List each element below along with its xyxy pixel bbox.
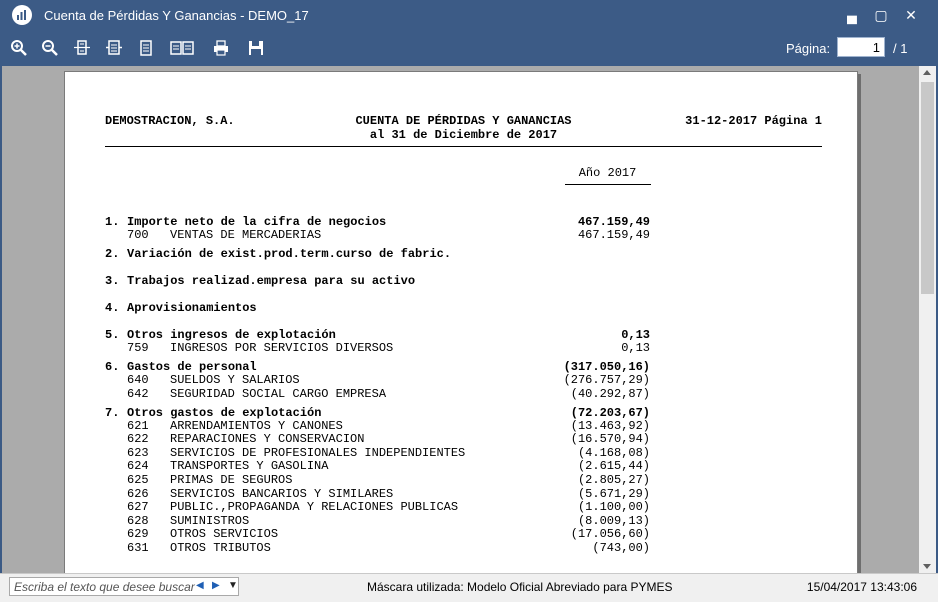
- report-subtitle: al 31 de Diciembre de 2017: [369, 128, 558, 142]
- section-label: Aprovisionamientos: [127, 301, 257, 315]
- report-page: [64, 71, 858, 573]
- report-viewer[interactable]: [2, 66, 919, 573]
- section-index: 6.: [105, 360, 120, 374]
- account-row: [105, 473, 650, 487]
- mask-info: Máscara utilizada: Modelo Oficial Abreviado para PYMES: [367, 580, 673, 594]
- section-value: 467.159,49: [577, 215, 650, 229]
- status-bar: [0, 573, 938, 602]
- section-row: [105, 215, 650, 229]
- minimize-button[interactable]: ▄: [847, 7, 857, 23]
- section-row: [105, 360, 650, 374]
- account-value: (1.100,00): [577, 500, 650, 515]
- account-row: [105, 487, 650, 501]
- account-row: [105, 432, 650, 446]
- account-row: [105, 514, 650, 528]
- account-value: 467.159,49: [577, 228, 650, 242]
- account-value: (4.168,08): [577, 445, 650, 460]
- account-value: 0,13: [621, 341, 650, 355]
- page-number-input[interactable]: [837, 37, 885, 57]
- account-description: TRANSPORTES Y GASOLINA: [170, 459, 329, 474]
- section-index: 7.: [105, 405, 120, 420]
- account-code: 625: [127, 473, 149, 487]
- section-row: [105, 247, 650, 261]
- title-bar: [0, 0, 938, 31]
- scroll-up-icon[interactable]: [923, 70, 931, 75]
- section-row: [105, 274, 650, 288]
- account-description: SUMINISTROS: [170, 513, 250, 528]
- account-code: 700: [127, 228, 149, 242]
- report-date-page: 31-12-2017 Página 1: [685, 114, 822, 128]
- page-total: / 1: [893, 41, 908, 56]
- print-icon[interactable]: [211, 38, 231, 58]
- account-row: [105, 373, 650, 387]
- account-code: 631: [127, 541, 149, 555]
- section-label: Otros gastos de explotación: [127, 405, 322, 420]
- two-pages-icon[interactable]: [169, 38, 195, 58]
- account-description: OTROS TRIBUTOS: [170, 541, 271, 555]
- account-row: [105, 500, 650, 514]
- account-value: (276.757,29): [563, 373, 650, 387]
- account-code: 623: [127, 445, 149, 460]
- account-code: 759: [127, 341, 149, 355]
- account-description: VENTAS DE MERCADERIAS: [170, 228, 322, 242]
- report-title: CUENTA DE PÉRDIDAS Y GANANCIAS: [355, 114, 572, 128]
- zoom-out-icon[interactable]: [40, 38, 60, 58]
- account-description: OTROS SERVICIOS: [170, 527, 279, 542]
- page-width-icon[interactable]: [72, 38, 92, 58]
- account-description: REPARACIONES Y CONSERVACION: [170, 432, 365, 447]
- section-value: (72.203,67): [570, 405, 650, 420]
- account-code: 624: [127, 459, 149, 474]
- section-label: Otros ingresos de explotación: [127, 328, 336, 342]
- section-label: Trabajos realizad.empresa para su activo: [127, 274, 416, 288]
- window-title: Cuenta de Pérdidas Y Ganancias - DEMO_17: [44, 8, 309, 23]
- account-code: 621: [127, 418, 149, 433]
- datetime: 15/04/2017 13:43:06: [806, 580, 917, 594]
- single-page-icon[interactable]: [136, 38, 156, 58]
- scroll-down-icon[interactable]: [923, 564, 931, 569]
- account-description: ARRENDAMIENTOS Y CANONES: [170, 418, 343, 433]
- section-index: 5.: [105, 328, 120, 342]
- zoom-in-icon[interactable]: [9, 38, 29, 58]
- fit-page-icon[interactable]: [104, 38, 124, 58]
- vertical-scrollbar[interactable]: [919, 66, 936, 573]
- account-row: [105, 541, 650, 555]
- section-row: [105, 301, 650, 315]
- column-header-underline: [565, 184, 651, 185]
- account-code: 628: [127, 513, 149, 528]
- account-row: [105, 341, 650, 355]
- section-row: [105, 328, 650, 342]
- section-index: 2.: [105, 247, 120, 261]
- account-code: 626: [127, 486, 149, 501]
- account-code: 622: [127, 432, 149, 447]
- account-value: (17.056,60): [570, 527, 650, 542]
- report-header: [105, 114, 822, 154]
- scrollbar-thumb[interactable]: [921, 82, 934, 294]
- account-value: (5.671,29): [577, 486, 650, 501]
- account-value: (40.292,87): [570, 386, 650, 401]
- account-row: [105, 459, 650, 473]
- account-code: 629: [127, 527, 149, 542]
- section-row: [105, 406, 650, 420]
- account-value: (13.463,92): [570, 418, 650, 433]
- section-label: Gastos de personal: [127, 360, 257, 374]
- account-description: SERVICIOS BANCARIOS Y SIMILARES: [170, 486, 394, 501]
- page-label: Página:: [786, 41, 831, 56]
- section-index: 3.: [105, 274, 120, 288]
- search-box: [9, 577, 239, 596]
- section-label: Importe neto de la cifra de negocios: [127, 215, 387, 229]
- account-value: (8.009,13): [577, 513, 650, 528]
- search-options-dropdown-icon[interactable]: ▼: [228, 580, 238, 591]
- account-description: SUELDOS Y SALARIOS: [170, 373, 300, 387]
- search-input[interactable]: [10, 578, 203, 595]
- account-description: PRIMAS DE SEGUROS: [170, 473, 293, 487]
- account-value: (743,00): [592, 541, 650, 555]
- account-code: 642: [127, 386, 149, 401]
- header-divider: [105, 146, 822, 147]
- section-index: 4.: [105, 301, 120, 315]
- account-code: 627: [127, 500, 149, 515]
- save-icon[interactable]: [246, 38, 266, 58]
- section-value: (317.050,16): [563, 360, 650, 374]
- account-row: [105, 527, 650, 541]
- account-code: 640: [127, 373, 149, 387]
- account-description: SEGURIDAD SOCIAL CARGO EMPRESA: [170, 386, 387, 401]
- search-next-icon[interactable]: ▶: [212, 580, 220, 591]
- section-index: 1.: [105, 215, 120, 229]
- account-value: (2.615,44): [577, 459, 650, 474]
- account-description: SERVICIOS DE PROFESIONALES INDEPENDIENTES: [170, 445, 466, 460]
- company-name: DEMOSTRACION, S.A.: [105, 114, 235, 128]
- app-logo-icon: [12, 5, 32, 25]
- column-header-year: Año 2017: [578, 166, 637, 180]
- account-row: [105, 387, 650, 401]
- account-value: (16.570,94): [570, 432, 650, 447]
- section-label: Variación de exist.prod.term.curso de fabric.: [127, 247, 452, 261]
- account-row: [105, 419, 650, 433]
- account-description: PUBLIC.,PROPAGANDA Y RELACIONES PUBLICAS: [170, 500, 459, 515]
- maximize-button[interactable]: ▢: [874, 7, 888, 23]
- account-row: [105, 228, 650, 242]
- account-row: [105, 446, 650, 460]
- account-value: (2.805,27): [577, 473, 650, 487]
- section-value: 0,13: [621, 328, 650, 342]
- account-description: INGRESOS POR SERVICIOS DIVERSOS: [170, 341, 394, 355]
- search-prev-icon[interactable]: ◀: [196, 580, 204, 591]
- close-button[interactable]: ✕: [905, 7, 917, 23]
